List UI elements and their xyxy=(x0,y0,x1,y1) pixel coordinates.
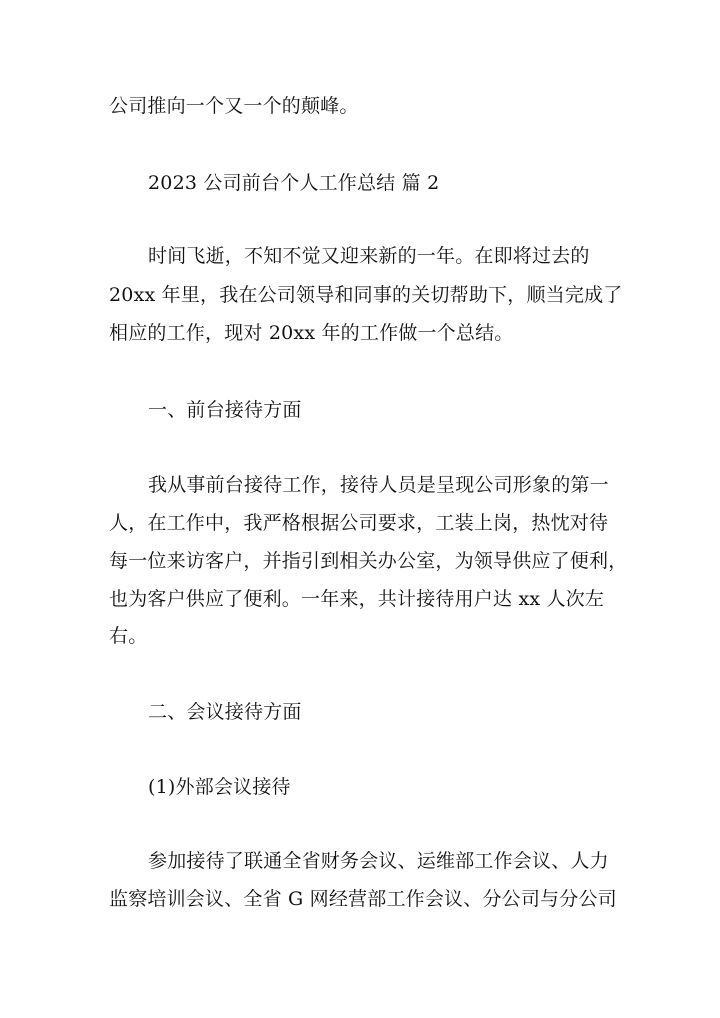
intro-paragraph-line-3: 相应的工作，现对 20xx 年的工作做一个总结。 xyxy=(109,322,514,344)
section-title: 2023 公司前台个人工作总结 篇 2 xyxy=(148,172,440,194)
intro-paragraph-line-1: 时间飞逝，不知不觉又迎来新的一年。在即将过去的 xyxy=(148,245,590,267)
heading-front-desk-reception: 一、前台接待方面 xyxy=(148,399,302,421)
reception-paragraph-line-2: 人，在工作中，我严格根据公司要求，工装上岗，热忱对待 xyxy=(109,512,609,534)
reception-paragraph-line-5: 右。 xyxy=(109,625,148,647)
reception-paragraph-line-3: 每一位来访客户，并指引到相关办公室，为领导供应了便利， xyxy=(109,550,628,572)
reception-paragraph-line-1: 我从事前台接待工作，接待人员是呈现公司形象的第一 xyxy=(148,474,609,496)
meetings-paragraph-line-2: 监察培训会议、全省 G 网经营部工作会议、分公司与分公司 xyxy=(109,888,617,910)
meetings-paragraph-line-1: 参加接待了联通全省财务会议、运维部工作会议、人力 xyxy=(148,850,609,872)
heading-meeting-reception: 二、会议接待方面 xyxy=(148,701,302,723)
intro-paragraph-line-2: 20xx 年里，我在公司领导和同事的关切帮助下，顺当完成了 xyxy=(109,284,623,306)
subheading-external-meetings: (1)外部会议接待 xyxy=(148,776,291,798)
reception-paragraph-line-4: 也为客户供应了便利。一年来，共计接待用户达 xx 人次左 xyxy=(109,588,605,610)
paragraph-tail-line: 公司推向一个又一个的颠峰。 xyxy=(109,95,359,117)
